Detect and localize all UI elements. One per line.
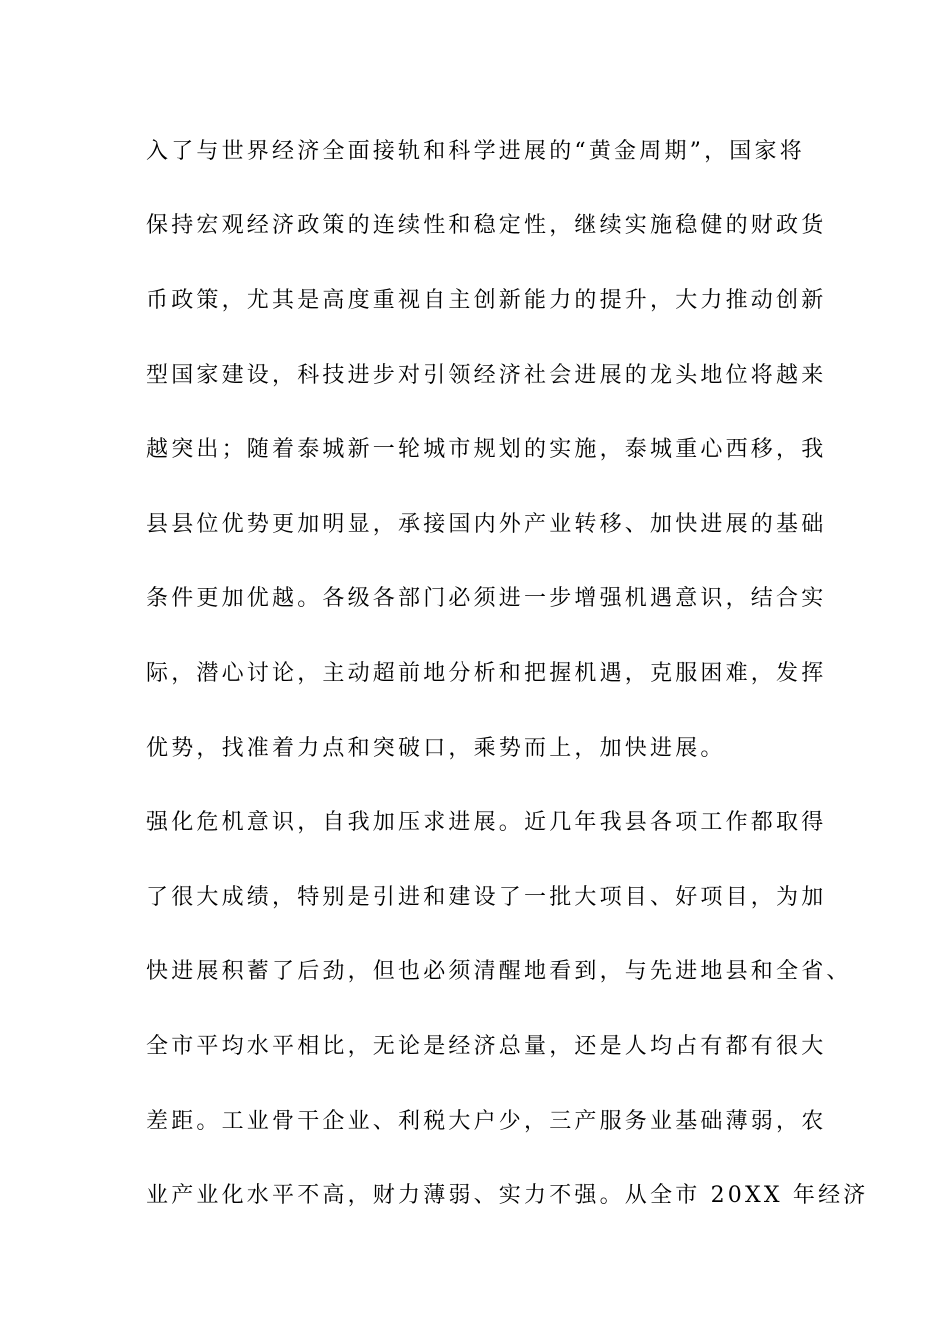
text-line-5: 越突出；随着泰城新一轮城市规划的实施，泰城重心西移，我	[146, 437, 827, 462]
text-line-1: 入了与世界经济全面接轨和科学进展的“黄金周期”，国家将	[146, 139, 805, 164]
text-line-2: 保持宏观经济政策的连续性和稳定性，继续实施稳健的财政货	[146, 213, 827, 238]
text-line-9: 优势，找准着力点和突破口，乘势而上，加快进展。	[146, 736, 726, 761]
text-line-8: 际，潜心讨论，主动超前地分析和把握机遇，克服困难，发挥	[146, 661, 827, 686]
text-line-12: 快进展积蓄了后劲，但也必须清醒地看到，与先进地县和全省、	[146, 959, 852, 984]
text-line-6: 县县位优势更加明显，承接国内外产业转移、加快进展的基础	[146, 512, 827, 537]
text-line-3: 币政策，尤其是高度重视自主创新能力的提升，大力推动创新	[146, 288, 827, 313]
text-line-4: 型国家建设，科技进步对引领经济社会进展的龙头地位将越来	[146, 363, 827, 388]
text-line-10: 强化危机意识，自我加压求进展。近几年我县各项工作都取得	[146, 810, 827, 835]
text-line-11: 了很大成绩，特别是引进和建设了一批大项目、好项目，为加	[146, 885, 827, 910]
text-line-13: 全市平均水平相比，无论是经济总量，还是人均占有都有很大	[146, 1034, 827, 1059]
text-line-7: 条件更加优越。各级各部门必须进一步增强机遇意识，结合实	[146, 586, 827, 611]
text-line-15: 业产业化水平不高，财力薄弱、实力不强。从全市 20XX 年经济	[146, 1183, 869, 1208]
text-line-14: 差距。工业骨干企业、利税大户少，三产服务业基础薄弱，农	[146, 1109, 827, 1134]
